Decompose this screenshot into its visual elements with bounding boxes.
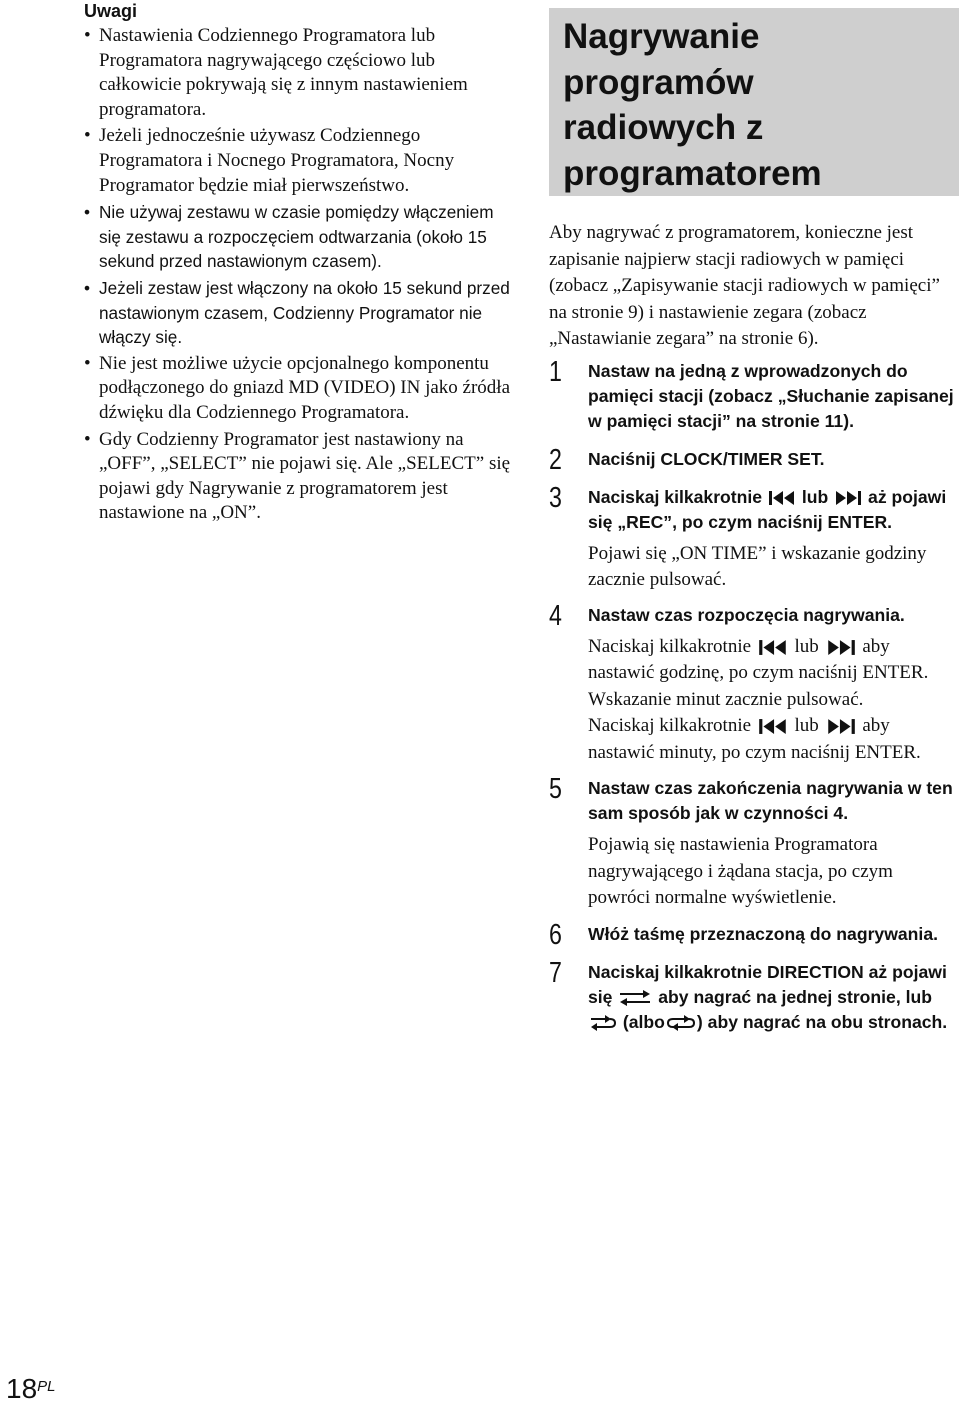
note-item [84,124,514,198]
title-line: Nagrywanie [563,17,760,56]
step-title-text: ) aby nagrać na obu stronach. [696,1011,948,1032]
step-title-text: (albo [622,1011,665,1032]
step-body-text: lub [794,635,819,657]
step-number: 4 [549,599,562,632]
step-title: Włóż taśmę przeznaczoną do nagrywania. [588,923,938,944]
page-number-suffix: PL [37,1378,56,1395]
note-item [84,200,514,274]
procedure-column [549,8,959,1035]
prev-track-icon [767,490,797,506]
prev-track-icon [756,639,790,656]
section-header-box [549,8,959,196]
step-number: 1 [549,355,562,388]
note-item [84,428,514,526]
one-side-arrow-icon [617,990,653,1006]
step-body-text: Naciskaj kilkakrotnie [588,635,752,657]
step-4 [549,599,959,767]
step-title-text: aż pojawi się „REC”, po czym naciśnij ENTER. [588,486,947,532]
step-number: 3 [549,481,562,514]
intro-paragraph: Aby nagrywać z programatorem, konieczne jest zapisanie najpierw stacji radiowych w pamięci (zobacz „Zapisywanie stacji radiowych w pamięci” na stronie 9) i nastawienie zegara (zobacz „Nastawianie zegara” na stronie 6). [549,222,940,349]
step-title [588,960,959,1035]
note-item [84,24,514,122]
next-track-icon [833,490,863,506]
bullet-icon: • [84,352,91,374]
step-body [588,634,959,687]
step-title: Nastaw czas rozpoczęcia nagrywania. [588,604,905,625]
prev-track-icon [756,718,790,735]
step-number: 2 [549,443,562,476]
step-number: 6 [549,918,562,951]
notes-column [84,0,514,528]
step-title-text: aby nagrać na jednej stronie, lub [658,986,933,1007]
note-text: Nie używaj zestawu w czasie pomiędzy włączeniem się zestawu a rozpoczęciem odtwarzania (około 15 sekund przed nastawionym czasem). [99,202,494,272]
note-item [84,276,514,350]
note-text: Nie jest możliwe użycie opcjonalnego komponentu podłączonego do gniazd MD (VIDEO) IN jako źródła dźwięku dla Codziennego Programatora. [99,352,511,423]
step-title: Nastaw na jedną z wprowadzonych do pamięci stacji (zobacz „Słuchanie zapisanej w pamięci stacji” na stronie 11). [588,360,954,431]
step-title: Nastaw czas zakończenia nagrywania w ten sam sposób jak w czynności 4. [588,778,953,823]
step-number: 7 [549,956,562,989]
bullet-icon: • [84,25,91,46]
note-text: Jeżeli zestaw jest włączony na około 15 sekund przed nastawionym czasem, Codzienny Programator nie włączy się. [99,277,510,348]
note-text: Gdy Codzienny Programator jest nastawiony na „OFF”, „SELECT” nie pojawi się. Ale „SELECT” się pojawi gdy Nagrywanie z programatorem jest nastawione na „ON”. [99,428,511,524]
step-body-text: aby nastawić minuty, po czym naciśnij ENTER. [588,715,921,763]
step-title-text: lub [801,486,829,507]
step-1 [549,355,959,434]
note-text: Nastawienia Codziennego Programatora lub Programatora nagrywającego częściowo lub całkowicie pokrywają się z innym nastawieniem programatora. [99,25,468,120]
step-body: Wskazanie minut zacznie pulsować. [588,688,864,710]
title-line: radiowych z [563,108,764,147]
bullet-icon: • [84,428,91,450]
next-track-icon [824,639,858,656]
step-7 [549,956,959,1035]
step-body: Pojawią się nastawienia Programatora nagrywającego i żądana stacja, po czym powróci normalne wyświetlenie. [588,834,893,908]
step-title: Naciśnij CLOCK/TIMER SET. [588,448,825,469]
both-sides-arrow-icon [588,1015,618,1031]
page-number [6,1374,56,1404]
step-body-text: aby nastawić godzinę, po czym naciśnij ENTER. [588,635,929,683]
step-title-text: Naciskaj kilkakrotnie DIRECTION aż pojawi się [588,961,947,1007]
step-2 [549,443,959,476]
title-line: programów [563,62,754,102]
next-track-icon [824,718,858,735]
step-title-text: Naciskaj kilkakrotnie [588,486,763,507]
step-3 [549,481,959,594]
bullet-icon: • [84,125,91,147]
step-6 [549,918,959,951]
bullet-icon: • [84,202,91,223]
relay-arrow-icon [665,1015,697,1031]
step-body-text: lub [794,715,819,736]
step-body [588,713,959,766]
step-5 [549,773,959,912]
step-body: Pojawi się „ON TIME” i wskazanie godziny zacznie pulsować. [588,542,927,590]
section-title [563,14,947,196]
note-item [84,352,514,426]
step-body-text: Naciskaj kilkakrotnie [588,715,752,736]
note-text: Jeżeli jednocześnie używasz Codziennego Programatora i Nocnego Programatora, Nocny Programator będzie miał pierwszeństwo. [99,125,455,196]
notes-heading: Uwagi [84,1,138,21]
page-number-value: 18 [6,1373,38,1404]
bullet-icon: • [84,277,91,298]
step-number: 5 [549,773,562,805]
title-line: programatorem [563,153,822,193]
step-title [588,485,959,535]
